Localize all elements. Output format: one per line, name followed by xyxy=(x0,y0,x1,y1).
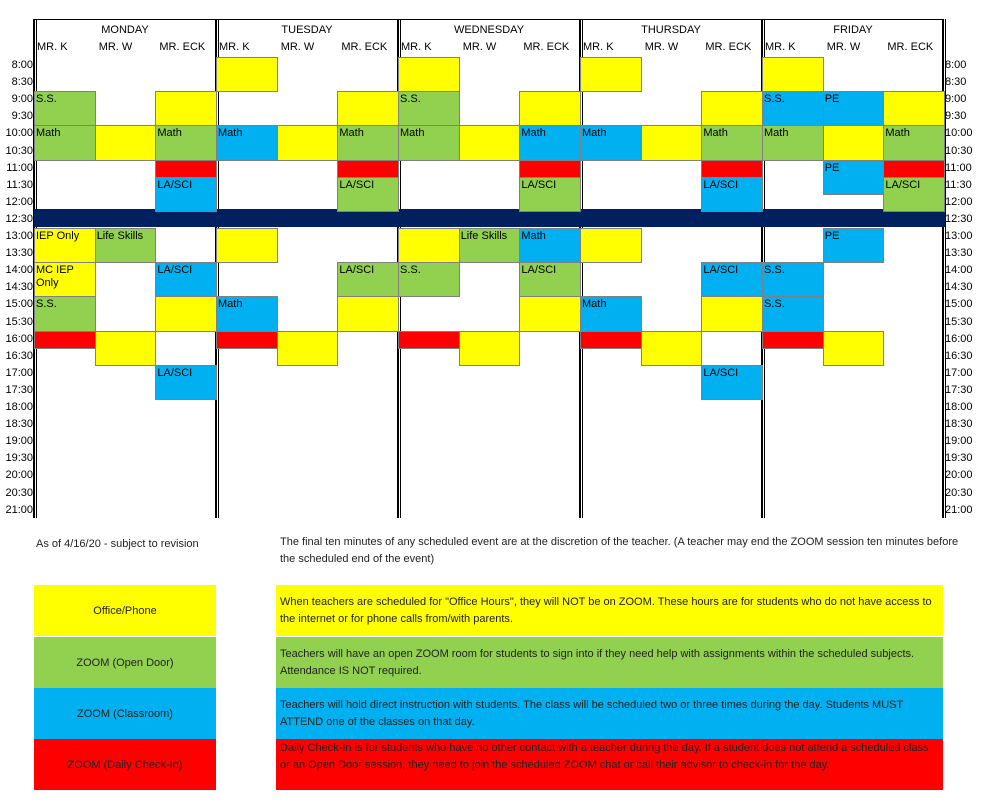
teacher-header: MR. W xyxy=(280,41,315,53)
time-label-right: 14:30 xyxy=(945,281,973,294)
time-label-right: 21:00 xyxy=(945,503,973,516)
time-label-left: 16:00 xyxy=(5,332,33,345)
time-label-left: 9:00 xyxy=(11,93,33,106)
time-label-left: 11:30 xyxy=(6,178,33,191)
time-label-left: 20:30 xyxy=(5,486,33,499)
revision-note: As of 4/16/20 - subject to revision xyxy=(36,538,199,550)
schedule-block-classroom[interactable]: S.S. xyxy=(762,296,824,331)
time-label-left: 11:00 xyxy=(6,161,33,174)
time-label-right: 14:00 xyxy=(945,264,973,277)
schedule-block-open-door[interactable]: S.S. xyxy=(34,296,96,331)
schedule-block-office[interactable] xyxy=(823,331,885,366)
schedule-block-open-door[interactable]: Math xyxy=(155,125,217,160)
schedule-block-office[interactable] xyxy=(277,125,339,160)
time-label-left: 9:30 xyxy=(11,110,33,123)
schedule-block-open-door[interactable]: Math xyxy=(398,125,460,160)
schedule-block-checkin[interactable] xyxy=(398,331,460,349)
time-label-right: 19:00 xyxy=(945,435,973,448)
schedule-block-office[interactable] xyxy=(337,91,399,126)
time-label-right: 17:00 xyxy=(945,366,973,379)
schedule-block-open-door[interactable]: Math xyxy=(34,125,96,160)
teacher-header: MR. K xyxy=(37,41,68,53)
schedule-block-checkin[interactable] xyxy=(337,160,399,178)
schedule-block-classroom[interactable]: LA/SCI xyxy=(155,177,217,212)
schedule-block-classroom[interactable]: Math xyxy=(216,296,278,331)
day-divider-inner xyxy=(582,19,583,518)
schedule-block-office[interactable] xyxy=(95,125,157,160)
time-label-left: 10:30 xyxy=(5,144,33,157)
time-label-right: 11:00 xyxy=(945,161,972,174)
schedule-block-open-door[interactable]: LA/SCI xyxy=(883,177,945,212)
time-label-left: 8:30 xyxy=(11,76,33,89)
grid-top-border xyxy=(34,19,943,20)
schedule-block-classroom[interactable]: Math xyxy=(580,125,642,160)
schedule-block-classroom[interactable]: S.S. xyxy=(762,91,824,126)
time-label-right: 8:30 xyxy=(945,76,967,89)
time-label-right: 10:30 xyxy=(945,144,973,157)
schedule-block-open-door[interactable]: Math xyxy=(337,125,399,160)
schedule-block-open-door[interactable]: LA/SCI xyxy=(519,177,581,212)
schedule-block-checkin[interactable] xyxy=(155,160,217,178)
time-label-right: 8:00 xyxy=(945,59,967,71)
legend-description-classroom: Teachers will hold direct instruction with students. The class will be scheduled two or three times during the day. Students MUST ATTEND one of the classes on that day. xyxy=(276,688,943,739)
time-label-left: 17:30 xyxy=(5,383,33,396)
schedule-block-checkin[interactable] xyxy=(216,331,278,349)
schedule-block-office[interactable] xyxy=(823,125,885,160)
schedule-block-office[interactable] xyxy=(641,331,703,366)
schedule-block-open-door[interactable]: S.S. xyxy=(398,262,460,297)
schedule-block-open-door[interactable]: Life Skills xyxy=(95,228,157,263)
schedule-block-office[interactable] xyxy=(519,91,581,126)
schedule-block-office[interactable] xyxy=(398,228,460,263)
schedule-block-classroom[interactable]: PE xyxy=(823,228,885,263)
schedule-block-open-door[interactable]: Math xyxy=(883,125,945,160)
legend-swatch-checkin: ZOOM (Daily Check-In) xyxy=(34,739,216,790)
schedule-block-classroom[interactable]: PE xyxy=(823,160,885,195)
teacher-header: MR. W xyxy=(826,41,861,53)
schedule-block-open-door[interactable]: S.S. xyxy=(398,91,460,126)
teacher-header: MR. ECK xyxy=(523,41,570,53)
time-label-right: 16:30 xyxy=(945,349,973,362)
time-label-left: 15:00 xyxy=(5,298,33,311)
schedule-block-office[interactable] xyxy=(216,228,278,263)
schedule-block-classroom[interactable]: LA/SCI xyxy=(701,365,763,400)
teacher-header: MR. K xyxy=(219,41,250,53)
schedule-block-checkin[interactable] xyxy=(519,160,581,178)
time-label-left: 19:00 xyxy=(5,435,33,448)
teacher-header: MR. K xyxy=(583,41,614,53)
time-label-left: 18:30 xyxy=(5,418,33,431)
schedule-block-classroom[interactable]: LA/SCI xyxy=(155,365,217,400)
schedule-block-office[interactable] xyxy=(701,91,763,126)
legend-swatch-office: Office/Phone xyxy=(34,585,216,636)
schedule-block-checkin[interactable] xyxy=(701,160,763,178)
day-header-thursday: THURSDAY xyxy=(641,24,701,36)
schedule-block-classroom[interactable]: LA/SCI xyxy=(701,177,763,212)
legend-description-open-door: Teachers will have an open ZOOM room for students to sign into if they need help with assignments within the scheduled subjects. Attendance IS NOT required. xyxy=(276,637,943,688)
schedule-block-checkin[interactable] xyxy=(580,331,642,349)
schedule-block-open-door[interactable]: Life Skills xyxy=(459,228,521,263)
time-label-right: 15:00 xyxy=(945,298,973,311)
schedule-block-classroom[interactable]: S.S. xyxy=(762,262,824,297)
teacher-header: MR. ECK xyxy=(341,41,388,53)
time-label-right: 11:30 xyxy=(945,178,972,191)
schedule-block-office[interactable] xyxy=(883,91,945,126)
schedule-block-office[interactable] xyxy=(95,331,157,366)
schedule-block-checkin[interactable] xyxy=(883,160,945,178)
schedule-block-office[interactable] xyxy=(155,91,217,126)
time-label-right: 20:30 xyxy=(945,486,973,499)
schedule-block-office[interactable] xyxy=(580,228,642,263)
schedule-block-office[interactable] xyxy=(277,331,339,366)
time-label-right: 18:00 xyxy=(945,401,973,413)
schedule-block-office[interactable]: MC IEP Only xyxy=(34,262,96,297)
teacher-header: MR. K xyxy=(765,41,796,53)
time-label-right: 17:30 xyxy=(945,383,973,396)
schedule-block-office[interactable] xyxy=(459,125,521,160)
time-label-left: 14:00 xyxy=(5,264,33,277)
time-label-right: 19:30 xyxy=(945,452,973,465)
time-label-left: 20:00 xyxy=(5,469,33,482)
schedule-block-office[interactable] xyxy=(641,125,703,160)
time-label-left: 21:00 xyxy=(5,503,33,516)
schedule-block-open-door[interactable]: Math xyxy=(762,125,824,160)
schedule-block-office[interactable] xyxy=(398,57,460,92)
time-label-right: 13:00 xyxy=(945,230,973,242)
time-label-left: 16:30 xyxy=(5,349,33,362)
schedule-block-office[interactable] xyxy=(155,296,217,331)
time-label-left: 8:00 xyxy=(11,59,33,71)
teacher-header: MR. W xyxy=(644,41,679,53)
time-label-left: 18:00 xyxy=(5,401,33,413)
teacher-header: MR. K xyxy=(401,41,432,53)
teacher-header: MR. W xyxy=(462,41,497,53)
legend-swatch-open-door: ZOOM (Open Door) xyxy=(34,637,216,688)
teacher-header: MR. ECK xyxy=(705,41,752,53)
schedule-block-office[interactable] xyxy=(762,57,824,92)
schedule-block-office[interactable] xyxy=(701,296,763,331)
legend-swatch-classroom: ZOOM (Classroom) xyxy=(34,688,216,739)
day-header-monday: MONDAY xyxy=(101,24,149,36)
time-label-right: 12:00 xyxy=(945,195,973,208)
time-label-left: 19:30 xyxy=(5,452,33,465)
day-header-wednesday: WEDNESDAY xyxy=(453,24,525,36)
legend-description-checkin: Daily Check-In is for students who have no other contact with a teacher during the day. If a student does not attend a scheduled class or an Open Door session, they need to join the scheduled ZOOM chat or call their advisor to check-in for the day. xyxy=(276,739,943,790)
time-label-left: 12:00 xyxy=(5,195,33,208)
time-label-right: 12:30 xyxy=(945,212,973,225)
time-label-right: 13:30 xyxy=(945,247,973,260)
time-label-left: 13:30 xyxy=(5,247,33,260)
schedule-block-classroom[interactable]: Math xyxy=(216,125,278,160)
time-label-left: 12:30 xyxy=(5,212,33,225)
schedule-block-classroom[interactable]: PE xyxy=(823,91,885,126)
schedule-block-classroom[interactable]: Math xyxy=(580,296,642,331)
time-label-left: 13:00 xyxy=(5,230,33,242)
schedule-block-classroom[interactable]: Math xyxy=(519,125,581,160)
schedule-block-office[interactable] xyxy=(519,296,581,331)
time-label-right: 9:00 xyxy=(945,93,967,106)
time-label-right: 18:30 xyxy=(945,418,973,431)
schedule-block-office[interactable] xyxy=(459,331,521,366)
time-label-left: 15:30 xyxy=(5,315,33,328)
time-label-right: 10:00 xyxy=(945,127,973,140)
schedule-block-open-door[interactable]: LA/SCI xyxy=(519,262,581,297)
time-label-right: 20:00 xyxy=(945,469,973,482)
time-label-left: 10:00 xyxy=(5,127,33,140)
schedule-block-office[interactable] xyxy=(216,57,278,92)
schedule-block-office[interactable] xyxy=(337,296,399,331)
time-label-left: 14:30 xyxy=(5,281,33,294)
teacher-header: MR. W xyxy=(98,41,133,53)
time-label-right: 9:30 xyxy=(945,110,967,123)
schedule-block-classroom[interactable]: Math xyxy=(519,228,581,263)
schedule-block-open-door[interactable]: LA/SCI xyxy=(337,177,399,212)
time-label-right: 16:00 xyxy=(945,332,973,345)
schedule-block-checkin[interactable] xyxy=(762,331,824,349)
schedule-block-checkin[interactable] xyxy=(34,331,96,349)
schedule-block-classroom[interactable]: LA/SCI xyxy=(701,262,763,297)
time-label-left: 17:00 xyxy=(5,366,33,379)
legend-description-office: When teachers are scheduled for "Office Hours", they will NOT be on ZOOM. These hours are for students who do not have access to the internet or for phone calls from/with parents. xyxy=(276,585,943,636)
schedule-block-office[interactable] xyxy=(580,57,642,92)
schedule-block-open-door[interactable]: Math xyxy=(701,125,763,160)
day-divider-inner xyxy=(218,19,219,518)
schedule-block-open-door[interactable]: S.S. xyxy=(34,91,96,126)
day-header-friday: FRIDAY xyxy=(833,24,873,36)
schedule-block-classroom[interactable]: LA/SCI xyxy=(155,262,217,297)
schedule-block-office[interactable]: IEP Only xyxy=(34,228,96,263)
schedule-block-open-door[interactable]: LA/SCI xyxy=(337,262,399,297)
teacher-header: MR. ECK xyxy=(887,41,934,53)
day-header-tuesday: TUESDAY xyxy=(281,24,333,36)
time-label-right: 15:30 xyxy=(945,315,973,328)
discretion-note: The final ten minutes of any scheduled event are at the discretion of the teacher. (A teacher may end the ZOOM session ten minutes before the scheduled end of the event) xyxy=(280,536,959,565)
teacher-header: MR. ECK xyxy=(159,41,206,53)
